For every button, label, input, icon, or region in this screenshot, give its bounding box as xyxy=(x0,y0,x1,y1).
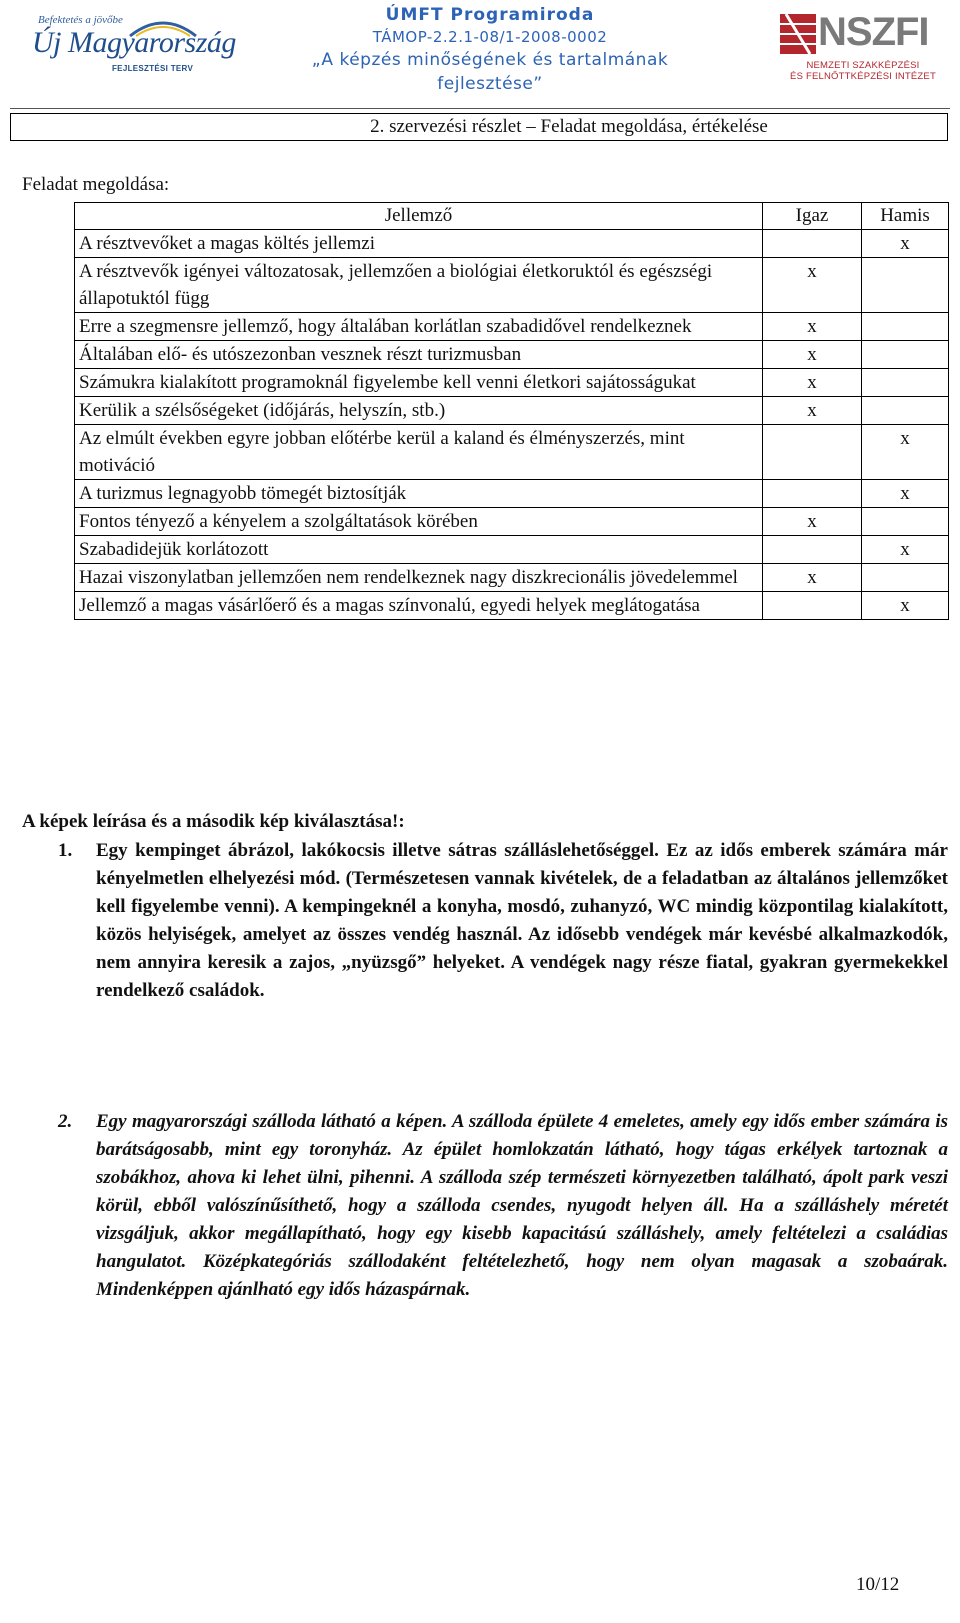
statement: A résztvevőket a magas költés jellemzi xyxy=(75,230,763,258)
section-title: 2. szervezési részlet – Feladat megoldása, értékelése xyxy=(370,116,768,137)
statement: Hazai viszonylatban jellemzően nem rendelkeznek nagy diszkrecionális jövedelemmel xyxy=(75,564,763,592)
statement: Fontos tényező a kényelem a szolgáltatások körében xyxy=(75,508,763,536)
nszfi-institute-line1: NEMZETI SZAKKÉPZÉSI xyxy=(806,60,920,71)
table-row xyxy=(75,397,949,425)
answer-item-1 xyxy=(58,837,948,1005)
nszfi-institute xyxy=(778,60,948,82)
table-row xyxy=(75,313,949,341)
igaz-mark xyxy=(763,425,862,480)
table-row xyxy=(75,536,949,564)
igaz-mark: x xyxy=(763,564,862,592)
hamis-mark: x xyxy=(862,536,949,564)
table-row xyxy=(75,258,949,313)
igaz-mark: x xyxy=(763,341,862,369)
answer-text: Egy magyarországi szálloda látható a képen. A szálloda épülete 4 emeletes, amely egy idős ember számára is barátságosabb, mint egy toronyház. Az épület homlokzatán látható, hogy tágas erkélyek tartoznak a szobákhoz, ahova ki lehet ülni, pihenni. A szálloda szép természeti környezetben található, ápolt park veszi körül, ebből valószínűsíthető, hogy a szálloda csendes, nyugodt helyen áll. Ha a szálláshely méretét vizsgáljuk, akkor megállapítható, hogy egy kisebb kapacitású szálláshely, amely feltételezi a családias hangulatot. Középkategóriás szállodaként feltételezhető, hogy nem olyan magasak a szobaárak. Mindenképpen ajánlható egy idős házaspárnak. xyxy=(96,1111,948,1300)
statement: Kerülik a szélsőségeket (időjárás, helyszín, stb.) xyxy=(75,397,763,425)
logo-sub: FEJLESZTÉSI TERV xyxy=(112,64,194,73)
hamis-mark: x xyxy=(862,230,949,258)
uj-magyarorszag-logo xyxy=(30,12,236,80)
hamis-mark xyxy=(862,341,949,369)
statement: Jellemző a magas vásárlőerő és a magas színvonalú, egyedi helyek meglátogatása xyxy=(75,592,763,620)
answer-number: 1. xyxy=(58,840,73,861)
table-row xyxy=(75,508,949,536)
nszfi-emblem-icon xyxy=(780,14,816,54)
nszfi-logo xyxy=(778,10,948,82)
igaz-mark xyxy=(763,592,862,620)
statement: Számukra kialakított programoknál figyelembe kell venni életkori sajátosságukat xyxy=(75,369,763,397)
statement: Az elmúlt években egyre jobban előtérbe kerül a kaland és élményszerzés, mint motiváció xyxy=(75,425,763,480)
table-row xyxy=(75,564,949,592)
igaz-mark: x xyxy=(763,369,862,397)
hamis-mark xyxy=(862,397,949,425)
answer-number: 2. xyxy=(58,1111,73,1132)
hamis-mark xyxy=(862,313,949,341)
answer-text: Egy kempinget ábrázol, lakókocsis illetve sátras szálláslehetőséggel. Ez az idős emberek számára már kényelmetlen elhelyezési mód. (Természetesen vannak kivételek, de a feladatban az általános jellemzőket kell figyelembe venni). A kempingeknél a konyha, mosdó, zuhanyzó, WC mindig központilag kialakított, közös helyiségek, amelyet az összes vendég használ. Az idősebb vendégek már kevésbé alkalmazkodók, nem annyira keresik a zajos, „nyüzsgő” helyeket. A vendégek nagy része fiatal, gyakran gyermekekkel rendelkező családok. xyxy=(96,840,948,1001)
statement: A résztvevők igényei változatosak, jellemzően a biológiai életkoruktól és egészségi állapotuktól függ xyxy=(75,258,763,313)
answer-heading: A képek leírása és a második kép kiválasztása!: xyxy=(22,811,405,832)
solution-label: Feladat megoldása: xyxy=(22,174,170,195)
statement: A turizmus legnagyobb tömegét biztosítják xyxy=(75,480,763,508)
table-row xyxy=(75,369,949,397)
program-office: ÚMFT Programiroda xyxy=(385,5,595,25)
igaz-mark: x xyxy=(763,397,862,425)
igaz-mark xyxy=(763,480,862,508)
project-code: TÁMOP-2.2.1-08/1-2008-0002 xyxy=(372,28,608,46)
hamis-mark xyxy=(862,369,949,397)
igaz-mark xyxy=(763,536,862,564)
project-title-line1: „A képzés minőségének és tartalmának xyxy=(311,50,669,70)
igaz-mark xyxy=(763,230,862,258)
header-jellemzo: Jellemző xyxy=(75,203,763,230)
answer-item-2 xyxy=(58,1108,948,1304)
igaz-mark: x xyxy=(763,508,862,536)
logo-tagline: Befektetés a jövőbe xyxy=(38,14,123,26)
header-igaz: Igaz xyxy=(763,203,862,230)
table-row xyxy=(75,480,949,508)
hamis-mark xyxy=(862,258,949,313)
nszfi-name: NSZFI xyxy=(818,10,929,54)
igaz-mark: x xyxy=(763,313,862,341)
statement: Általában elő- és utószezonban vesznek részt turizmusban xyxy=(75,341,763,369)
table-row xyxy=(75,341,949,369)
hamis-mark xyxy=(862,508,949,536)
page-number: 10/12 xyxy=(856,1574,900,1595)
table-header-row xyxy=(75,203,949,230)
header-divider xyxy=(10,108,950,109)
table-row xyxy=(75,230,949,258)
hamis-mark: x xyxy=(862,425,949,480)
hamis-mark: x xyxy=(862,480,949,508)
igaz-mark: x xyxy=(763,258,862,313)
project-title-line2: fejlesztése” xyxy=(437,74,543,94)
hamis-mark: x xyxy=(862,592,949,620)
hamis-mark xyxy=(862,564,949,592)
nszfi-institute-line2: ÉS FELNŐTTKÉPZÉSI INTÉZET xyxy=(790,71,936,82)
table-row xyxy=(75,592,949,620)
true-false-table xyxy=(74,202,949,620)
logo-brand: Új Magyarország xyxy=(32,26,236,59)
statement: Szabadidejük korlátozott xyxy=(75,536,763,564)
section-title-box xyxy=(10,113,948,141)
table-row xyxy=(75,425,949,480)
statement: Erre a szegmensre jellemző, hogy általában korlátlan szabadidővel rendelkeznek xyxy=(75,313,763,341)
header-hamis: Hamis xyxy=(862,203,949,230)
header-center xyxy=(300,4,680,96)
